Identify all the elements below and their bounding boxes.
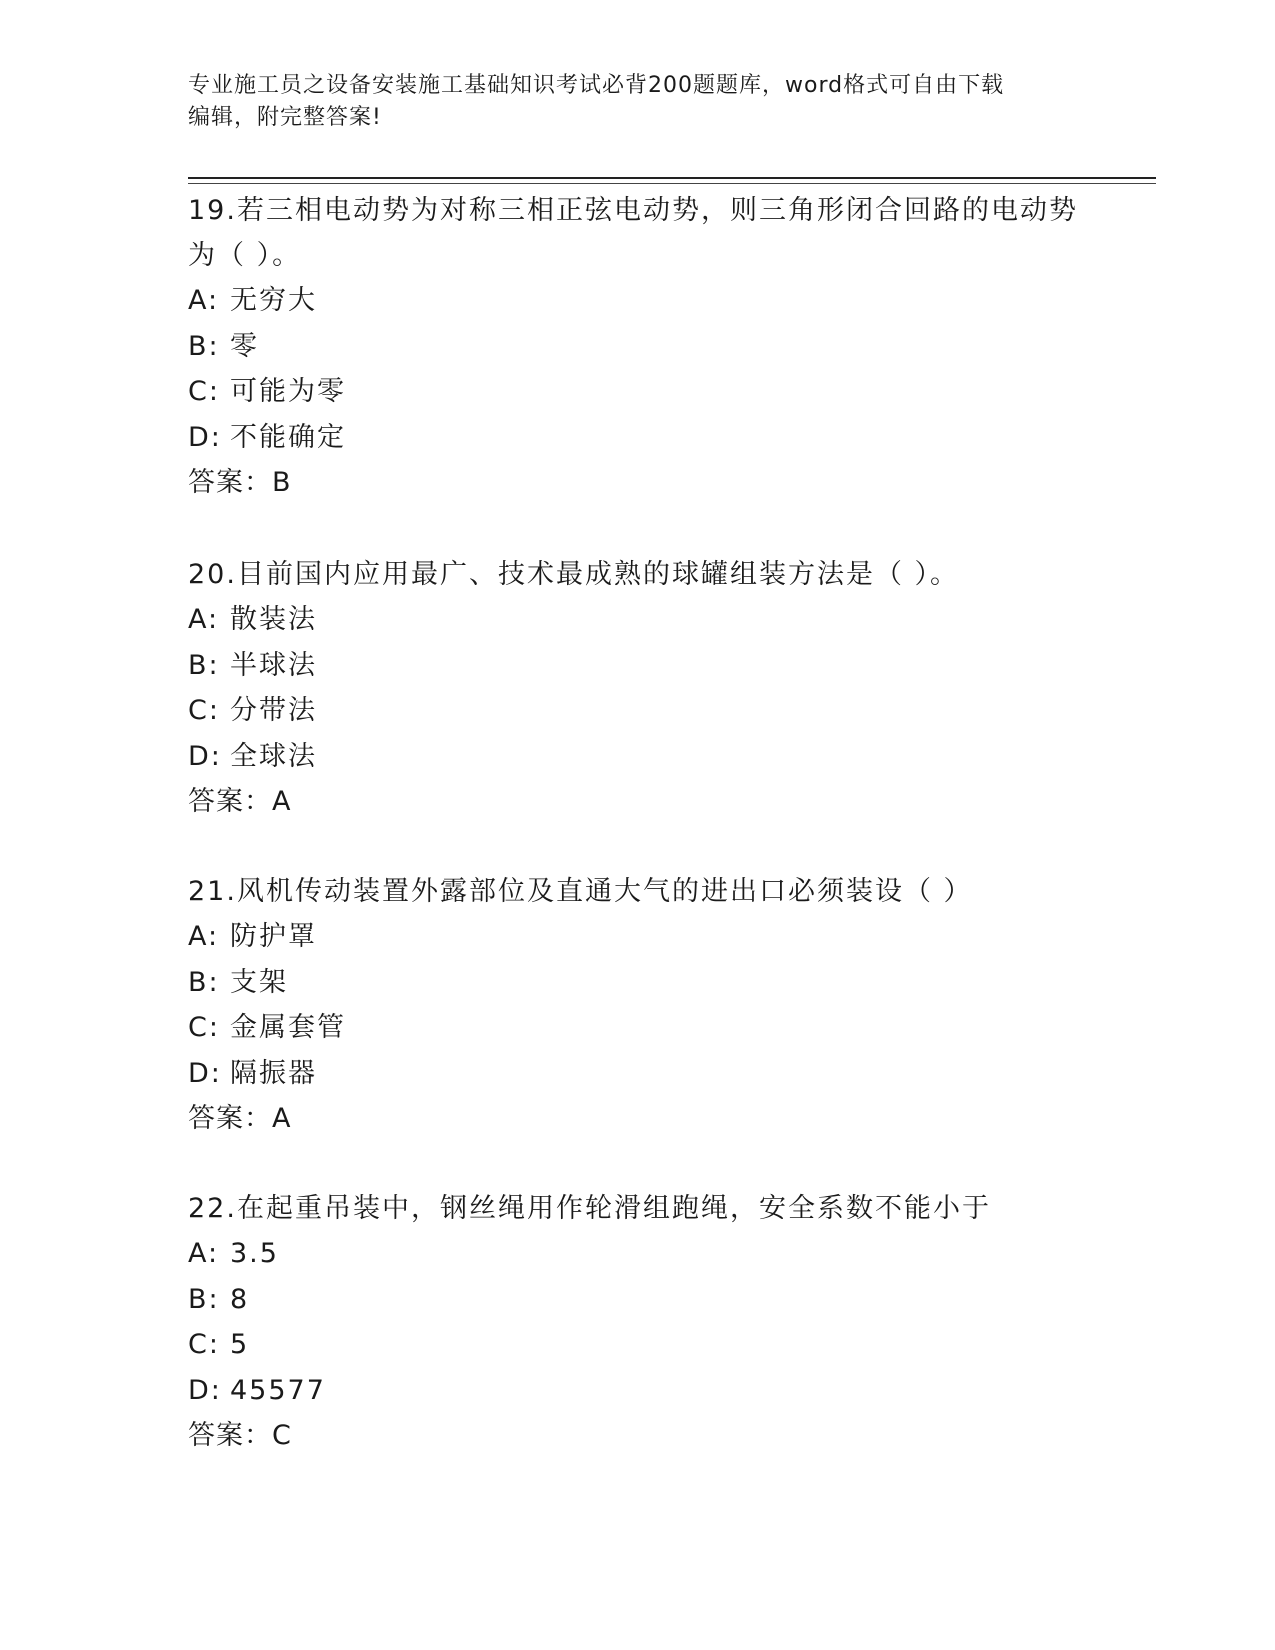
option-text: 防护罩: [230, 921, 317, 952]
answer-line: [188, 779, 1088, 824]
answer-value: B: [272, 467, 293, 498]
header-divider-thin: [188, 183, 1156, 184]
option-label: D:: [188, 1057, 222, 1089]
option-text: 5: [230, 1329, 250, 1360]
answer-label: 答案：: [188, 1103, 272, 1134]
question-stem: 22.在起重吊装中，钢丝绳用作轮滑组跑绳，安全系数不能小于: [188, 1193, 991, 1224]
question-21: [188, 869, 1088, 1141]
option-a: [188, 914, 1088, 960]
option-d: [188, 415, 1088, 461]
option-label: A:: [188, 921, 220, 952]
option-c: [188, 1322, 1088, 1368]
option-d: [188, 734, 1088, 780]
header-line-2: 编辑，附完整答案!: [188, 105, 382, 130]
option-text: 零: [230, 330, 259, 362]
option-d: [188, 1368, 1088, 1414]
option-label: C:: [188, 1012, 220, 1043]
option-label: A:: [188, 1238, 220, 1269]
option-label: A:: [188, 604, 220, 635]
question-stem-continued: 为（ ）。: [188, 240, 302, 271]
header-line-1: 专业施工员之设备安装施工基础知识考试必背200题题库，word格式可自由下载: [188, 73, 1005, 98]
option-text: 可能为零: [230, 376, 346, 407]
option-label: C:: [188, 695, 220, 726]
option-c: [188, 369, 1088, 415]
question-19: [188, 188, 1088, 505]
question-20: [188, 552, 1088, 824]
answer-line: [188, 1096, 1088, 1141]
option-text: 3.5: [230, 1238, 279, 1269]
option-a: [188, 278, 1088, 324]
answer-value: A: [272, 1103, 293, 1134]
option-label: B:: [188, 966, 220, 998]
option-b: [188, 960, 1088, 1006]
option-text: 45577: [230, 1374, 326, 1406]
question-stem: 19.若三相电动势为对称三相正弦电动势，则三角形闭合回路的电动势: [188, 195, 1078, 226]
option-text: 全球法: [230, 740, 317, 772]
answer-line: [188, 460, 1088, 505]
question-stem: 21.风机传动装置外露部位及直通大气的进出口必须装设（ ）: [188, 876, 973, 907]
answer-label: 答案：: [188, 786, 272, 817]
option-label: D:: [188, 1374, 222, 1406]
option-text: 不能确定: [230, 421, 346, 453]
document-header: [188, 70, 1088, 134]
option-text: 隔振器: [230, 1057, 317, 1089]
option-label: C:: [188, 1329, 220, 1360]
option-b: [188, 1277, 1088, 1323]
option-text: 散装法: [230, 604, 317, 635]
option-label: A:: [188, 285, 220, 316]
option-label: B:: [188, 1283, 220, 1315]
question-22: [188, 1186, 1088, 1458]
option-text: 分带法: [230, 695, 317, 726]
option-label: B:: [188, 649, 220, 681]
option-b: [188, 324, 1088, 370]
answer-label: 答案：: [188, 467, 272, 498]
option-label: B:: [188, 330, 220, 362]
option-text: 无穷大: [230, 285, 317, 316]
option-c: [188, 688, 1088, 734]
option-label: D:: [188, 421, 222, 453]
option-text: 支架: [230, 966, 288, 998]
answer-value: C: [272, 1420, 293, 1451]
answer-line: [188, 1413, 1088, 1458]
header-divider-thick: [188, 177, 1156, 179]
answer-value: A: [272, 786, 293, 817]
option-d: [188, 1051, 1088, 1097]
option-text: 金属套管: [230, 1012, 346, 1043]
option-label: D:: [188, 740, 222, 772]
option-label: C:: [188, 376, 220, 407]
option-text: 半球法: [230, 649, 317, 681]
question-stem: 20.目前国内应用最广、技术最成熟的球罐组装方法是（ ）。: [188, 559, 960, 590]
option-a: [188, 597, 1088, 643]
answer-label: 答案：: [188, 1420, 272, 1451]
option-b: [188, 643, 1088, 689]
option-c: [188, 1005, 1088, 1051]
option-text: 8: [230, 1283, 250, 1315]
option-a: [188, 1231, 1088, 1277]
